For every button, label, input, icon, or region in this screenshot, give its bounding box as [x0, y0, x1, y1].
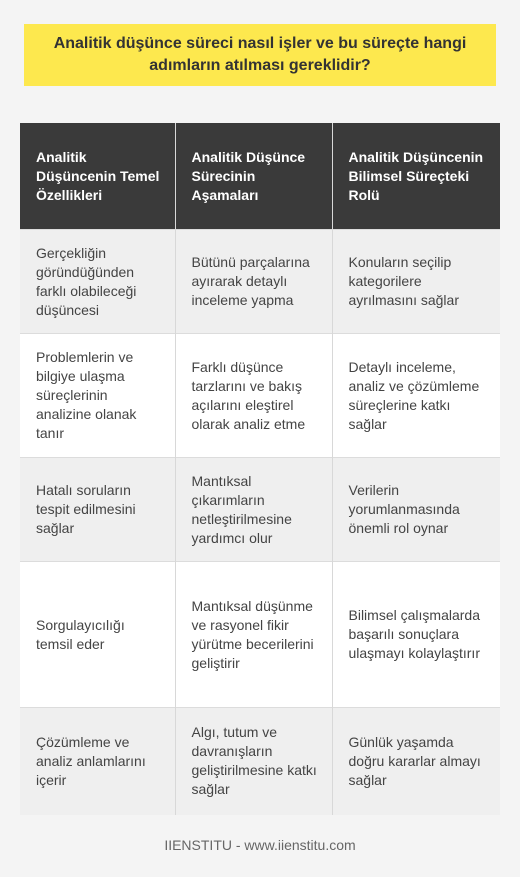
footer-credit: IIENSTITU - www.iienstitu.com — [164, 837, 356, 853]
column-header: Analitik Düşüncenin Bilimsel Süreçteki Rolü — [332, 123, 500, 230]
column-header: Analitik Düşüncenin Temel Özellikleri — [20, 123, 175, 230]
table-cell: Gerçekliğin göründüğünden farklı olabileceği düşüncesi — [20, 230, 175, 334]
comparison-table — [20, 123, 500, 815]
table-cell: Mantıksal çıkarımların netleştirilmesine yardımcı olur — [175, 458, 332, 562]
table-cell: Konuların seçilip kategorilere ayrılmasını sağlar — [332, 230, 500, 334]
table-row — [20, 708, 500, 815]
table-row — [20, 230, 500, 334]
table-cell: Çözümleme ve analiz anlamlarını içerir — [20, 708, 175, 815]
table-cell: Bilimsel çalışmalarda başarılı sonuçlara ulaşmayı kolaylaştırır — [332, 562, 500, 708]
table-row — [20, 562, 500, 708]
table-cell: Bütünü parçalarına ayırarak detaylı inceleme yapma — [175, 230, 332, 334]
table-cell: Algı, tutum ve davranışların geliştirilmesine katkı sağlar — [175, 708, 332, 815]
table-cell: Verilerin yorumlanmasında önemli rol oynar — [332, 458, 500, 562]
title-banner — [24, 24, 496, 86]
table-cell: Mantıksal düşünme ve rasyonel fikir yürütme becerilerini geliştirir — [175, 562, 332, 708]
table-row — [20, 334, 500, 458]
table-header-row — [20, 123, 500, 230]
table-cell: Problemlerin ve bilgiye ulaşma süreçlerinin analizine olanak tanır — [20, 334, 175, 458]
table-row — [20, 458, 500, 562]
table-cell: Günlük yaşamda doğru kararlar almayı sağlar — [332, 708, 500, 815]
table-cell: Hatalı soruların tespit edilmesini sağlar — [20, 458, 175, 562]
table-cell: Sorgulayıcılığı temsil eder — [20, 562, 175, 708]
page-title: Analitik düşünce süreci nasıl işler ve bu süreçte hangi adımların atılması gereklidir? — [53, 35, 467, 74]
column-header: Analitik Düşünce Sürecinin Aşamaları — [175, 123, 332, 230]
table-cell: Detaylı inceleme, analiz ve çözümleme süreçlerine katkı sağlar — [332, 334, 500, 458]
table-cell: Farklı düşünce tarzlarını ve bakış açılarını eleştirel olarak analiz etme — [175, 334, 332, 458]
